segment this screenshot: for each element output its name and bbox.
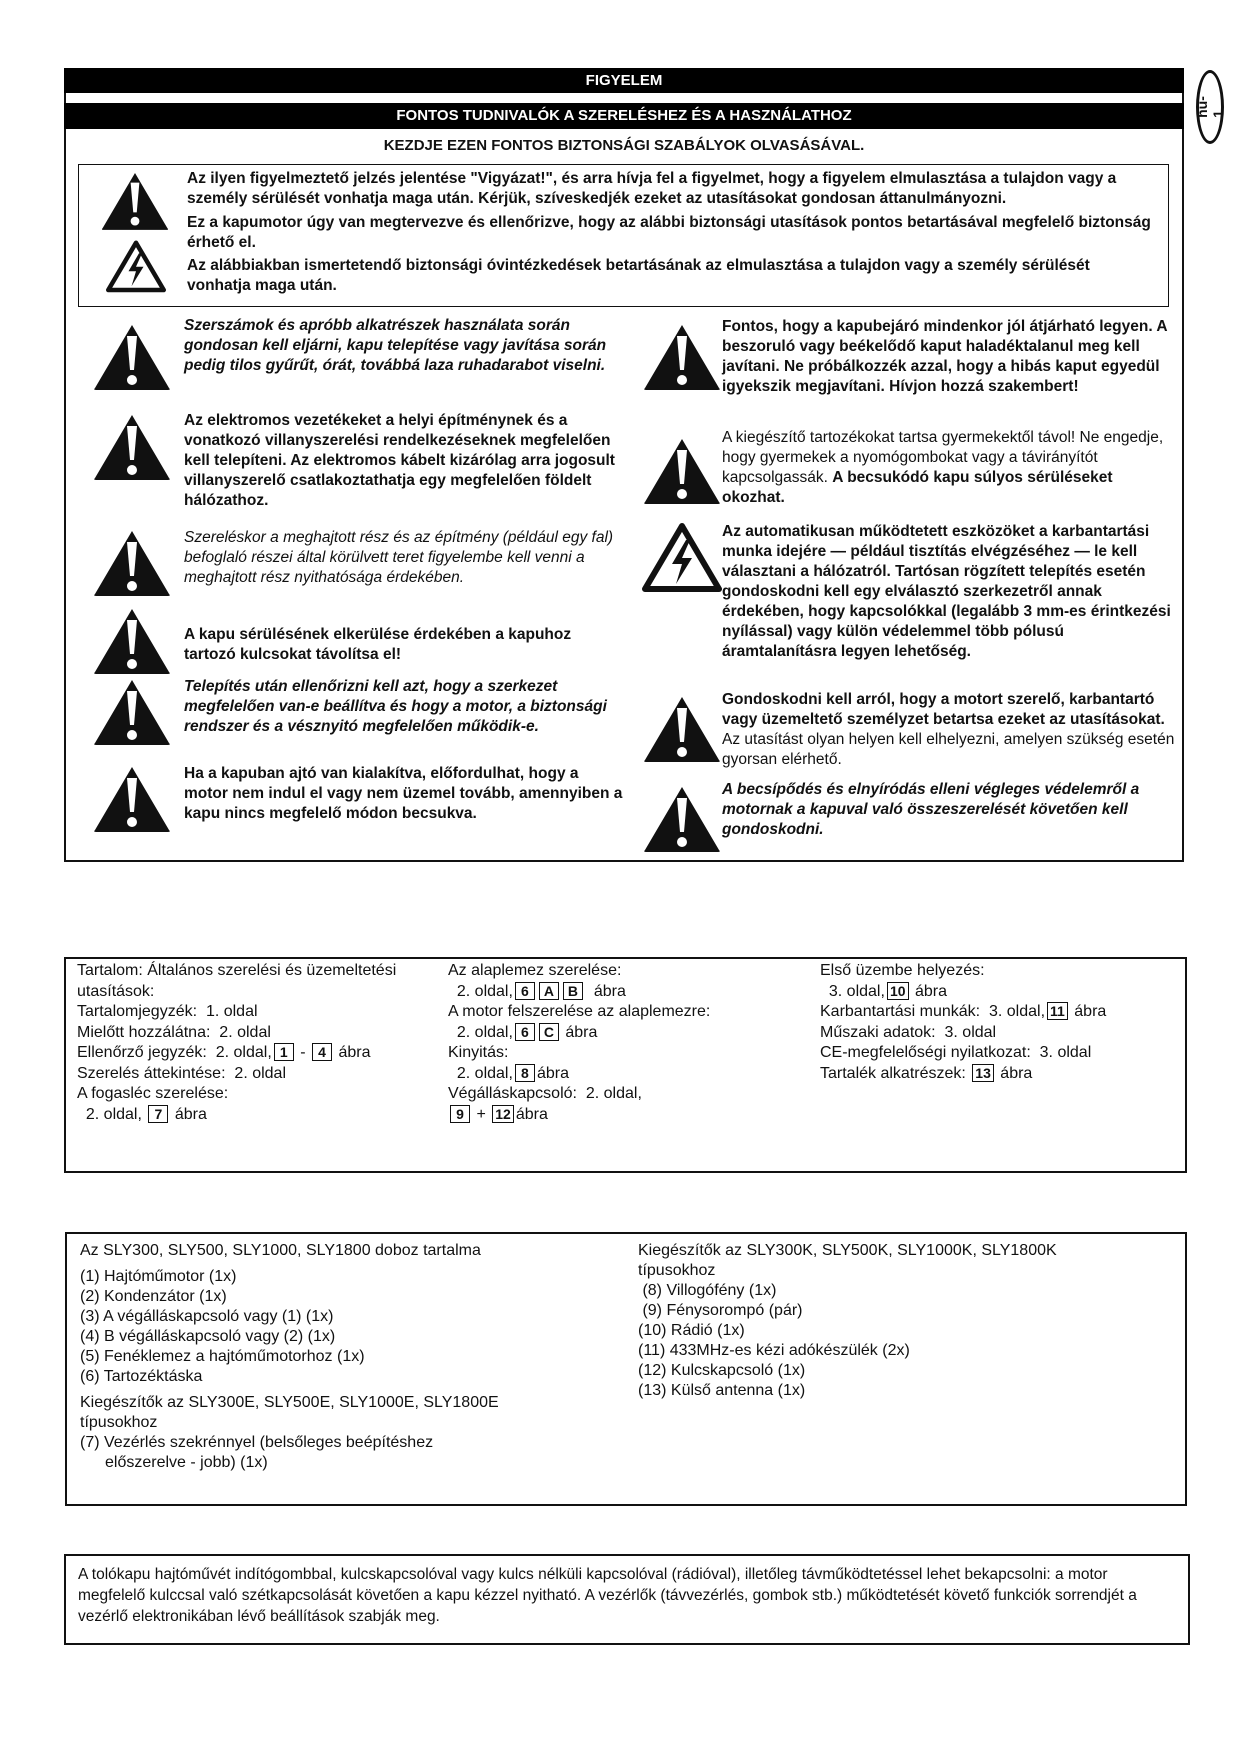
text-segment: Az utasítást olyan helyen kell elhelyezni, amelyen szükség esetén gyorsan elérhető. xyxy=(722,731,1175,768)
toc-text: Szerelés áttekintése: 2. oldal xyxy=(77,1064,287,1082)
figure-number-box: 11 xyxy=(1047,1002,1068,1020)
warning-icon xyxy=(92,412,172,482)
toc-text: Karbantartási munkák: 3. oldal, xyxy=(820,1003,1046,1020)
intro-text-2: Ez a kapumotor úgy van megtervezve és ellenőrizve, hogy az alábbi biztonsági utasítások pontos betartásával megfelelő biztonság érhető el. xyxy=(187,214,1151,251)
toc-text: Mielőtt hozzálátna: 2. oldal xyxy=(77,1023,271,1041)
text-segment: A becsukódó kapu súlyos sérüléseket okozhat. xyxy=(722,469,1113,506)
toc-text: ábra xyxy=(1069,1003,1107,1020)
figure-number-box: 4 xyxy=(312,1043,332,1061)
warning-icon xyxy=(642,322,722,392)
toc-line xyxy=(77,1002,396,1023)
toc-line xyxy=(448,1002,710,1023)
package-item: (2) Kondenzátor (1x) xyxy=(80,1288,227,1305)
toc-line xyxy=(820,1023,1106,1044)
text-segment: Fontos, hogy a kapubejáró mindenkor jól átjárható legyen. A beszoruló vagy beékelődő kaput haladéktalanul meg kell javítani. Ne próbálkozzék azzal, hogy a hibás kaput egyedül igyekszik megjavítani. Hívjon hozzá szakembert! xyxy=(722,318,1167,395)
k-item: (11) 433MHz-es kézi adókészülék (2x) xyxy=(638,1342,910,1359)
warning-text xyxy=(184,316,624,376)
toc-text: ábra xyxy=(995,1064,1033,1082)
toc-text: Tartalom: Általános szerelési és üzemeltetési xyxy=(77,962,397,979)
e-accessories-title: Kiegészítők az SLY300E, SLY500E, SLY1000E, SLY1800E típusokhoz xyxy=(80,1394,499,1431)
figure-number-box: 8 xyxy=(515,1064,535,1082)
toc-line xyxy=(77,1043,396,1064)
e-item: előszerelve - jobb) (1x) xyxy=(105,1454,268,1471)
warning-text xyxy=(722,522,1177,662)
toc-line xyxy=(448,982,710,1003)
toc-text: ábra xyxy=(910,982,947,1000)
toc-line xyxy=(448,961,710,982)
toc-line xyxy=(77,961,396,982)
toc-text: + xyxy=(472,1105,491,1123)
text-segment: Ha a kapuban ajtó van kialakítva, előfordulhat, hogy a motor nem indul el vagy nem üzemel tovább, amennyiben a kapu nincs megfelelő módon becsukva. xyxy=(184,765,623,822)
package-title: Az SLY300, SLY500, SLY1000, SLY1800 doboz tartalma xyxy=(80,1242,481,1259)
warning-text xyxy=(722,690,1177,770)
toc-text: ábra xyxy=(515,1105,548,1123)
e-item: (7) Vezérlés szekrénnyel (belsőleges beépítéshez xyxy=(80,1434,434,1451)
figure-number-box: 10 xyxy=(887,982,909,1000)
warning-text xyxy=(722,317,1177,397)
toc-line xyxy=(77,1064,396,1085)
text-segment: A kiegészítő tartozékokat tartsa gyermekektől távol! Ne engedje, hogy gyermekek a nyomógombokat vagy a távirányítót kapcsolgassák. xyxy=(722,429,1164,486)
toc-text: Az alaplemez szerelése: xyxy=(448,962,622,979)
intro-text-1: Az ilyen figyelmeztető jelzés jelentése "Vigyázat!", és arra hívja fel a figyelmet, hogy a figyelem elmulasztása a tulajdon vagy a személy sérülését vonhatja maga után. Kérjük, szíveskedjék ezeket az utasításokat gondosan áttanulmányozni. xyxy=(187,170,1117,207)
toc-text: A motor felszerelése az alaplemezre: xyxy=(448,1003,711,1020)
toc-line xyxy=(77,1105,396,1126)
figure-number-box: 6 xyxy=(515,1023,535,1041)
figure-number-box: A xyxy=(539,982,559,1000)
toc-text: 2. oldal, xyxy=(448,1064,513,1082)
k-item: (9) Fénysorompó (pár) xyxy=(638,1302,803,1319)
figure-number-box: C xyxy=(539,1023,559,1041)
electric-hazard-icon xyxy=(106,236,166,296)
toc-text: ábra xyxy=(560,1023,598,1041)
toc-line xyxy=(448,1064,710,1085)
toc-text: Műszaki adatok: 3. oldal xyxy=(820,1023,997,1041)
toc-text: A fogasléc szerelése: xyxy=(77,1085,229,1102)
attention-bar: FIGYELEM xyxy=(64,68,1184,93)
figure-number-box: 1 xyxy=(274,1043,294,1061)
figure-number-box: 7 xyxy=(148,1105,168,1123)
toc-text: ábra xyxy=(170,1105,207,1123)
warning-icon xyxy=(642,784,722,854)
k-accessories-title: Kiegészítők az SLY300K, SLY500K, SLY1000K, SLY1800K típusokhoz xyxy=(638,1242,1057,1279)
figure-number-box: 12 xyxy=(492,1105,514,1123)
k-item: (10) Rádió (1x) xyxy=(638,1322,745,1339)
toc-text: Végálláskapcsoló: 2. oldal, xyxy=(448,1085,642,1102)
package-left xyxy=(80,1241,550,1473)
toc-text: Tartalék alkatrészek: xyxy=(820,1064,971,1082)
toc-text: Első üzembe helyezés: xyxy=(820,962,985,979)
toc-line xyxy=(448,1084,710,1105)
figure-number-box: 6 xyxy=(515,982,535,1000)
toc-column-1 xyxy=(77,961,396,1125)
warning-text xyxy=(184,625,624,665)
toc-line xyxy=(820,1043,1106,1064)
k-item: (13) Külső antenna (1x) xyxy=(638,1382,806,1399)
page-language-tab: hu-1 xyxy=(1196,70,1224,144)
toc-text: Kinyitás: xyxy=(448,1044,509,1061)
toc-text: utasítások: xyxy=(77,982,155,1000)
toc-line xyxy=(448,1105,710,1126)
warning-icon xyxy=(642,436,722,506)
toc-text: 2. oldal, xyxy=(448,982,513,1000)
toc-column-3 xyxy=(820,961,1106,1084)
text-segment: Szerszámok és apróbb alkatrészek használata során gondosan kell eljárni, kapu telepítése vagy javítása során pedig tilos gyűrűt, órát, továbbá laza ruhadarabot viselni. xyxy=(184,317,607,374)
warning-text xyxy=(722,428,1177,508)
toc-column-2 xyxy=(448,961,710,1125)
figure-number-box: B xyxy=(563,982,583,1000)
package-item: (1) Hajtóműmotor (1x) xyxy=(80,1268,237,1285)
warning-icon xyxy=(92,528,172,598)
toc-text: Ellenőrző jegyzék: 2. oldal, xyxy=(77,1044,272,1061)
text-segment: Az automatikusan működtetett eszközöket a karbantartási munka idejére — például tisztítás elvégzéséhez — le kell választani a hálózatról. Tartósan rögzített telepítés esetén gondoskodni kell egy elválasztó szerkezetről annak érdekében, hogy kapcsolókkal (legalább 3 mm-es érintkezési nyílással) vagy külön védelemmel több pólusú áramtalanításra legyen lehetőség. xyxy=(722,523,1171,660)
toc-line xyxy=(820,982,1106,1003)
k-item: (8) Villogófény (1x) xyxy=(638,1282,777,1299)
toc-text: - xyxy=(295,1044,310,1061)
toc-text: ábra xyxy=(584,982,626,1000)
warning-icon xyxy=(92,677,172,747)
warning-text xyxy=(722,780,1177,840)
text-segment: Gondoskodni kell arról, hogy a motort szerelő, karbantartó vagy üzemeltető személyzet betartsa ezeket az utasításokat. xyxy=(722,691,1165,728)
warning-icon xyxy=(92,322,172,392)
section-title-bar: FONTOS TUDNIVALÓK A SZERELÉSHEZ ÉS A HASZNÁLATHOZ xyxy=(64,103,1184,129)
toc-text: 3. oldal, xyxy=(820,982,885,1000)
warning-text xyxy=(184,528,624,588)
warning-icon xyxy=(92,764,172,834)
package-item: (4) B végálláskapcsoló vagy (2) (1x) xyxy=(80,1328,336,1345)
warning-text xyxy=(184,677,624,737)
package-item: (6) Tartozéktáska xyxy=(80,1368,203,1385)
toc-text: 2. oldal, xyxy=(77,1105,147,1123)
figure-number-box: 9 xyxy=(450,1105,470,1123)
toc-line xyxy=(448,1043,710,1064)
toc-text: Tartalomjegyzék: 1. oldal xyxy=(77,1003,258,1020)
warning-text xyxy=(184,411,624,511)
section-subtitle: KEZDJE EZEN FONTOS BIZTONSÁGI SZABÁLYOK OLVASÁSÁVAL. xyxy=(383,137,865,154)
operation-text: A tolókapu hajtóművét indítógombbal, kulcskapcsolóval vagy kulcs nélküli kapcsolóval (rádióval), illetőleg távműködtetéssel lehet bekapcsolni: a motor megfelelő kulccsal való szétkapcsolását követően a kapu kézzel nyitható. A vezérlők (távvezérlés, gombok stb.) működtetését követő funkciók sorrendjét a vezérlő elektronikában lévő beállítások szabják meg. xyxy=(78,1566,1137,1625)
text-segment: A kapu sérülésének elkerülése érdekében a kapuhoz tartozó kulcsokat távolítsa el! xyxy=(184,626,572,663)
text-segment: Telepítés után ellenőrizni kell azt, hogy a szerkezet megfelelően van-e beállítva és hogy a motor, a biztonsági rendszer és a vésznyitó megfelelően működik-e. xyxy=(184,678,607,735)
toc-line xyxy=(820,1064,1106,1085)
warning-text xyxy=(184,764,624,824)
toc-text: 2. oldal, xyxy=(448,1023,513,1041)
toc-line xyxy=(820,961,1106,982)
text-segment: Az elektromos vezetékeket a helyi építménynek és a vonatkozó villanyszerelési rendelkezéseknek megfelelően kell telepíteni. Az elektromos kábelt kizárólag arra jogosult villanyszerelő csatlakoztathatja egy megfelelően földelt hálózathoz. xyxy=(184,412,615,509)
toc-text: CE-megfelelőségi nyilatkozat: 3. oldal xyxy=(820,1044,1092,1061)
electric-hazard-icon xyxy=(642,522,722,592)
toc-text: ábra xyxy=(334,1044,371,1061)
toc-text: ábra xyxy=(536,1064,569,1082)
text-segment: Szereléskor a meghajtott rész és az építmény (például egy fal) befoglaló részei által körülvett teret figyelembe kell venni a meghajtott rész nyithatósága érdekében. xyxy=(184,529,614,586)
text-segment: A becsípődés és elnyíródás elleni végleges védelemről a motornak a kapuval való összeszerelését követően kell gondoskodni. xyxy=(722,781,1140,838)
toc-line xyxy=(820,1002,1106,1023)
toc-line xyxy=(77,1084,396,1105)
warning-icon xyxy=(642,694,722,764)
warning-icon xyxy=(92,606,172,676)
toc-line xyxy=(448,1023,710,1044)
package-item: (3) A végálláskapcsoló vagy (1) (1x) xyxy=(80,1308,334,1325)
k-item: (12) Kulcskapcsoló (1x) xyxy=(638,1362,806,1379)
intro-text-3: Az alábbiakban ismertetendő biztonsági óvintézkedések betartásának az elmulasztása a tulajdon vagy a személy sérülését vonhatja maga után. xyxy=(187,257,1090,294)
package-right xyxy=(638,1241,1108,1401)
figure-number-box: 13 xyxy=(972,1064,994,1082)
warning-icon xyxy=(100,168,170,234)
package-item: (5) Fenéklemez a hajtóműmotorhoz (1x) xyxy=(80,1348,365,1365)
toc-line xyxy=(77,1023,396,1044)
toc-line xyxy=(77,982,396,1003)
